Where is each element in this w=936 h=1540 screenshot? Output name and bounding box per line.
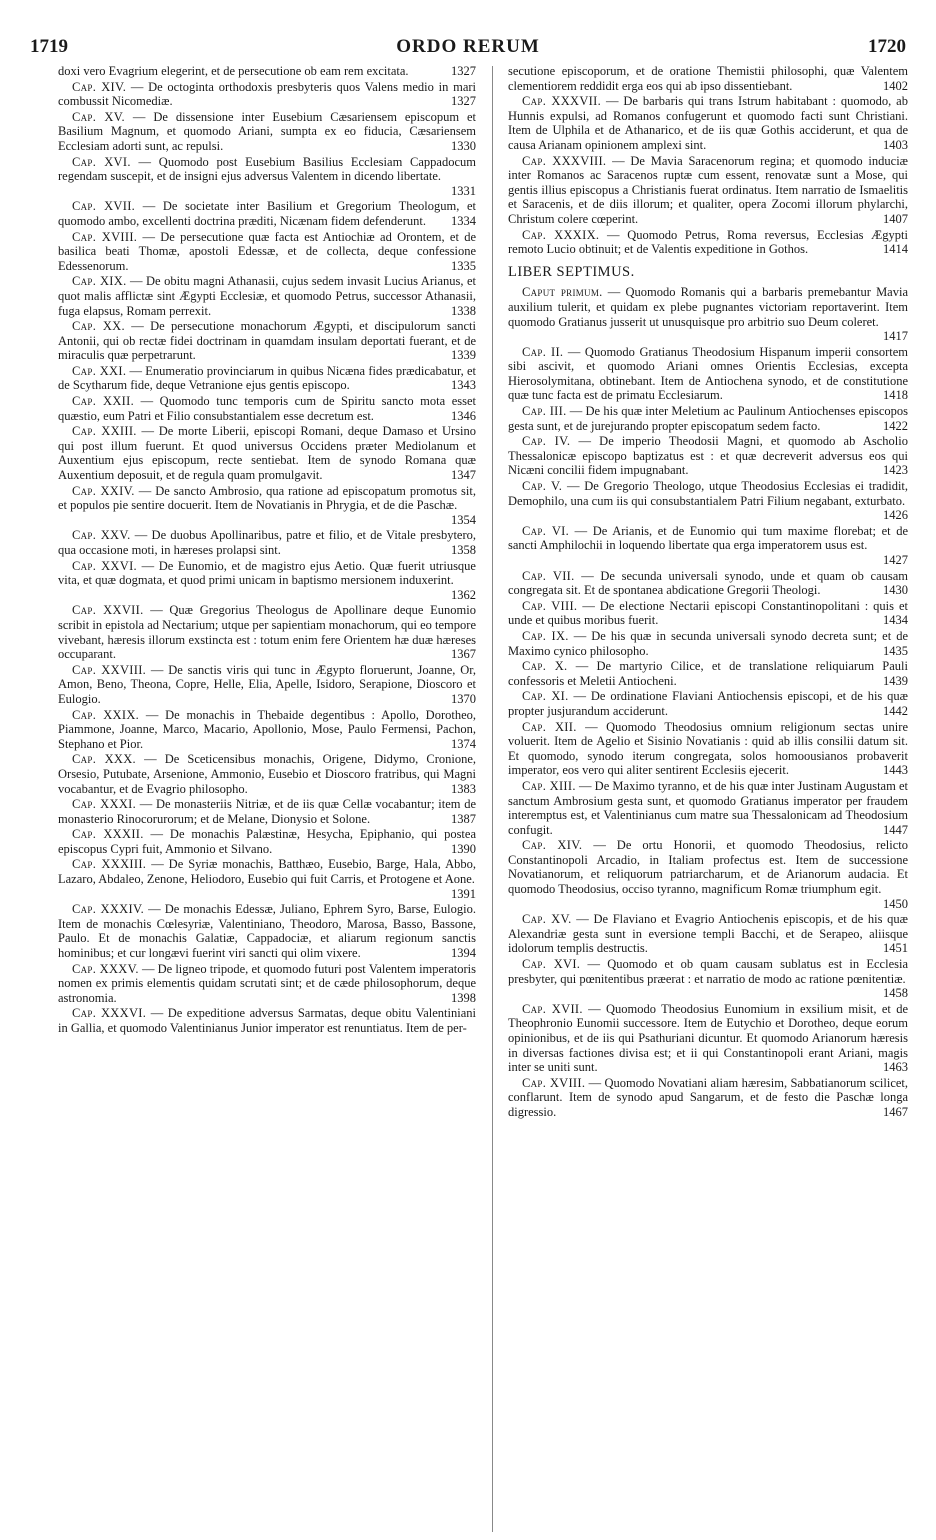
- chapter-summary: secutione episcoporum, et de oratione Themistii philosophi, quæ Valentem clementiorem reddidit erga eos qui ab ipso dissentiebant.: [508, 64, 908, 93]
- toc-entry: [508, 720, 908, 778]
- chapter-summary: — Quomodo Petrus, Roma reversus, Ecclesias Ægypti remoto Lucio obtinuit; et de Valentis expeditione in Gothos.: [508, 227, 908, 257]
- toc-entry: [508, 434, 908, 478]
- chapter-label: Cap. VII.: [522, 568, 575, 583]
- chapter-label: Cap. XI.: [522, 689, 569, 704]
- toc-entry: [508, 599, 908, 628]
- chapter-label: Cap. IV.: [522, 434, 571, 449]
- chapter-summary: — Quomodo Theodosius omnium religionum sectas unire voluerit. Item de Agelio et Sisinio Novatianis : quid ab illis consilii datum sit. Et quomodo, synodo iterum congregata, solos homoousianos probaverit imperator, eos vero qui aliter sentirent Ecclesiis ejecerit.: [508, 719, 908, 778]
- chapter-summary: doxi vero Evagrium elegerint, et de persecutione ob eam rem excitata.: [58, 64, 409, 78]
- page-reference: 1370: [451, 691, 476, 706]
- right-column: [508, 64, 908, 1536]
- chapter-label: Cap. XXIII.: [72, 424, 137, 439]
- chapter-summary: — Quomodo Novatiani aliam hæresim, Sabbatianorum scilicet, conflarunt. Item de synodo apud Sangarum, et de festo die Paschæ longa digressio.: [508, 1075, 908, 1119]
- chapter-label: Cap. XVI.: [522, 957, 581, 972]
- chapter-summary: — De persecutione quæ facta est Antiochiæ ad Orontem, et de basilica beati Thomæ, apostoli Edessæ, et de collecta, deque confessione Edessenorum.: [58, 229, 476, 273]
- page-reference: 1447: [883, 822, 908, 837]
- page-reference: 1339: [451, 348, 476, 363]
- running-title: ORDO RERUM: [396, 36, 540, 57]
- chapter-label: Cap. VI.: [522, 523, 570, 538]
- left-column: [58, 64, 476, 1536]
- toc-entry: [508, 569, 908, 598]
- page-reference: 1327: [451, 94, 476, 109]
- chapter-summary: — De Syriæ monachis, Batthæo, Eusebio, Barge, Hala, Abbo, Lazaro, Abdaleo, Zenone, Heliodoro, Eusebio qui fuit Carris, et Protogene et Aone.: [58, 857, 476, 887]
- chapter-summary: — Quomodo Theodosius Eunomium in exsilium misit, et de Theophronio Eunomii successore. Item de Eutychio et Dorotheo, deque eorum opinionibus, et de iis qui Psathuriani dicuntur. Et quomodo Arianorum hæresis in diversas factiones divisa est; et ii qui Constantinopoli erant Ariani, magis inter se uniti sunt.: [508, 1001, 908, 1075]
- chapter-label: Cap. XXXVIII.: [522, 153, 607, 168]
- page-reference: 1427: [883, 553, 908, 567]
- page-reference: 1394: [451, 946, 476, 961]
- page-reference: 1417: [883, 329, 908, 344]
- chapter-summary: — De duobus Apollinaribus, patre et filio, et de Vitale presbytero, qua occasione moti, in hæreses prolapsi sint.: [58, 528, 476, 557]
- chapter-label: Cap. XXXV.: [72, 961, 139, 976]
- toc-entry: [508, 912, 908, 956]
- page-reference: 1343: [451, 378, 476, 393]
- toc-entry: [508, 524, 908, 568]
- chapter-summary: — De obitu magni Athanasii, cujus sedem invasit Lucius Arianus, et quot malis afflictæ sint Ægypti Ecclesiæ, et quomodo Petrus, successor Athanasii, fuga elapsus, Romam perrexit.: [58, 274, 476, 318]
- chapter-label: Cap. III.: [522, 404, 567, 419]
- chapter-summary: — De electione Nectarii episcopi Constantinopolitani : quis et unde et quibus moribus fuerit.: [508, 598, 908, 628]
- page-reference: 1390: [451, 841, 476, 856]
- chapter-summary: — Enumeratio provinciarum in quibus Nicæna fides prædicabatur, et de Scytharum fide, deque Vetranione ejus gentis episcopo.: [58, 363, 476, 393]
- page-reference: 1362: [451, 587, 476, 602]
- toc-entry: [58, 155, 476, 199]
- page-reference: 1387: [451, 811, 476, 826]
- toc-entry: [58, 274, 476, 318]
- chapter-label: Cap. XIV.: [72, 79, 127, 94]
- chapter-summary: — De octoginta orthodoxis presbyteris quos Valens medio in mari combussit Nicomediæ.: [58, 79, 476, 109]
- chapter-label: Cap. XXXIV.: [72, 902, 145, 917]
- toc-entry: [508, 154, 908, 227]
- right-column-entries-book-seven: [508, 285, 908, 1119]
- chapter-label: Cap. XV.: [522, 912, 572, 927]
- chapter-summary: — De Eunomio, et de magistro ejus Aetio. Quæ fuerit utriusque vita, et quæ dogmata, et quod primi unicam in baptismo mersionem induxerint.: [58, 558, 476, 588]
- page-reference: 1330: [451, 138, 476, 153]
- chapter-label: Cap. XVII.: [72, 199, 136, 214]
- chapter-label: Cap. XVI.: [72, 154, 131, 169]
- toc-entry: [58, 319, 476, 363]
- toc-entry: [508, 779, 908, 837]
- page-reference: 1467: [883, 1104, 908, 1119]
- chapter-label: Cap. XV.: [72, 109, 125, 124]
- chapter-summary: — De secunda universali synodo, unde et quam ob causam congregata sit. Et de spontanea abdicatione Gregorii Theologi.: [508, 568, 908, 598]
- chapter-label: Cap. XIX.: [72, 274, 127, 289]
- toc-entry: [58, 199, 476, 228]
- column-divider: [492, 66, 493, 1532]
- page-reference: 1418: [883, 388, 908, 403]
- page-reference: 1439: [883, 673, 908, 688]
- page-reference: 1354: [451, 512, 476, 527]
- page-reference: 1398: [451, 990, 476, 1005]
- chapter-label: Cap. XXXVII.: [522, 94, 602, 109]
- toc-entry: [508, 1002, 908, 1075]
- toc-entry: [508, 1076, 908, 1120]
- chapter-summary: — Quomodo post Eusebium Basilius Ecclesiam Cappadocum regendam suscepit, et de insigni ejus adversus Valentem in dicendo libertate.: [58, 154, 476, 184]
- toc-entry: [58, 857, 476, 901]
- chapter-label: Cap. VIII.: [522, 598, 578, 613]
- chapter-summary: — Quomodo Gratianus Theodosium Hispanum imperii consortem sibi ascivit, et quomodo Ariani omnes Orientis Ecclesias, excepta Hierosolymitana, obtinebant. Item de Antiochena synodo, et de constitutione quæ tunc facta est de primatu Ecclesiarum.: [508, 344, 908, 403]
- toc-entry: [58, 528, 476, 557]
- page-reference: 1414: [883, 242, 908, 257]
- toc-entry: [508, 345, 908, 403]
- toc-entry: [58, 797, 476, 826]
- page-reference: 1335: [451, 258, 476, 273]
- chapter-label: Cap. XXIV.: [72, 483, 135, 498]
- chapter-summary: — De dissensione inter Eusebium Cæsariensem episcopum et Basilium Magnum, et quomodo Ariani, sumpta ex eo fiducia, Cæsariensem Ecclesiam adorti sunt, ac repulsi.: [58, 109, 476, 153]
- toc-entry: [58, 394, 476, 423]
- chapter-summary: — De sanctis viris qui tunc in Ægypto floruerunt, Joanne, Or, Amon, Beno, Theona, Copre, Helle, Elia, Apelle, Isidoro, Serapione, Dioscoro et Eulogio.: [58, 662, 476, 706]
- toc-entry: [58, 110, 476, 154]
- page-reference: 1407: [883, 211, 908, 226]
- toc-entry: [58, 424, 476, 482]
- page-reference: 1423: [883, 463, 908, 478]
- page-reference: 1334: [451, 213, 476, 228]
- page-reference: 1402: [883, 78, 908, 93]
- chapter-label: Cap. X.: [522, 659, 568, 674]
- page-reference: 1331: [451, 183, 476, 198]
- chapter-label: Cap. XVIII.: [72, 229, 138, 244]
- chapter-summary: — De ligneo tripode, et quomodo futuri post Valentem imperatoris nomen ex primis elementis quidam scrutati sint; et de cæde philosophorum, deque astronomia.: [58, 961, 476, 1005]
- chapter-summary: — De persecutione monachorum Ægypti, et discipulorum sancti Antonii, qui ob rectæ fidei doctrinam in quamdam insulam deportati fuerant, et de miraculis quæ perpetrarunt.: [58, 319, 476, 363]
- page-reference: 1358: [451, 543, 476, 557]
- page-reference: 1430: [883, 583, 908, 598]
- running-header: [30, 36, 906, 62]
- chapter-label: Cap. V.: [522, 479, 563, 494]
- chapter-label: Cap. XXIX.: [72, 707, 140, 722]
- toc-entry: [58, 1006, 476, 1035]
- toc-entry: [58, 962, 476, 1006]
- chapter-summary: — De his quæ inter Meletium ac Paulinum Antiochenses episcopos gesta sunt, et de jurejurando propter episcopatum sedem facto.: [508, 404, 908, 433]
- page-reference: 1374: [451, 736, 476, 751]
- toc-entry: [508, 94, 908, 152]
- toc-entry: [58, 603, 476, 661]
- page-reference: 1442: [883, 703, 908, 718]
- page-reference: 1426: [883, 508, 908, 523]
- chapter-label: Cap. XXXIII.: [72, 857, 147, 872]
- page-reference: 1327: [451, 64, 476, 78]
- page-reference: 1435: [883, 643, 908, 658]
- chapter-label: Caput primum.: [522, 285, 603, 300]
- chapter-summary: — De sancto Ambrosio, qua ratione ad episcopatum promotus sit, et populos pie sentire docuerit. Item de Novatianis in Phrygia, et de die Paschæ.: [58, 483, 476, 513]
- toc-entry: [508, 285, 908, 343]
- toc-entry: [58, 484, 476, 528]
- page-reference: 1450: [883, 896, 908, 911]
- chapter-summary: — De Arianis, et de Eunomio qui tum maxime florebat; et de sancti Amphilochii in loquendo libertate qua erga imperatorem usus est.: [508, 523, 908, 553]
- chapter-summary: — De imperio Theodosii Magni, et quomodo ab Ascholio Thessalonicæ episcopo baptizatus est : et quæ decreverit adversus eos qui Nicæni concilii fidem impugnabant.: [508, 434, 908, 478]
- chapter-summary: — De his quæ in secunda universali synodo decreta sunt; et de Maximo cynico philosopho.: [508, 628, 908, 658]
- page-number-left: 1719: [30, 36, 68, 57]
- page-reference: 1463: [883, 1060, 908, 1075]
- book-heading: LIBER SEPTIMUS.: [508, 263, 635, 280]
- chapter-label: Cap. XIII.: [522, 778, 576, 793]
- chapter-label: Cap. XXII.: [72, 394, 135, 409]
- page-reference: 1443: [883, 763, 908, 778]
- toc-entry: [58, 902, 476, 960]
- toc-entry: [58, 708, 476, 752]
- chapter-summary: — De Sceticensibus monachis, Origene, Didymo, Cronione, Orsesio, Putubate, Arsenione, Ammonio, Eusebio et Dioscoro fratribus, qui Magni vocabantur, et de Evagrio philosopho.: [58, 752, 476, 796]
- toc-entry: [508, 659, 908, 688]
- chapter-label: Cap. XXXI.: [72, 797, 137, 812]
- chapter-summary: — Quomodo Romanis qui a barbaris premebantur Mavia auxilium tulerit, et quidam ex plebe pugnantes victoriam reportaverint. Item quomodo Gratianus jusserit ut unusquisque pro arbitrio suo Deum coleret.: [508, 285, 908, 329]
- chapter-label: Cap. XIV.: [522, 838, 583, 853]
- page-reference: 1391: [451, 886, 476, 901]
- chapter-label: Cap. XX.: [72, 319, 125, 334]
- toc-entry: [58, 559, 476, 603]
- toc-entry: [508, 957, 908, 1001]
- toc-entry: [58, 230, 476, 274]
- chapter-summary: — De morte Liberii, episcopi Romani, deque Damaso et Ursino qui post illum fuerunt. Et quod universus Occidens præter Mediolanum et Auxentium ejus episcopum, recte sentiebat. Item de synodo Romana quæ Auxentium deposuit, et de regula quam promulgavit.: [58, 424, 476, 483]
- toc-entry: [508, 479, 908, 523]
- chapter-label: Cap. XXVII.: [72, 603, 144, 618]
- toc-entry: [508, 228, 908, 257]
- chapter-summary: — De barbaris qui trans Istrum habitabant : quomodo, ab Hunnis expulsi, ad Romanos confugerunt et quomodo facti sunt Christiani. Item de Ulphila et de Athanarico, et de iis quæ Gothis acciderunt, et qua de causa Arianam opinionem amplexi sint.: [508, 94, 908, 152]
- chapter-summary: — De monachis Edessæ, Juliano, Ephrem Syro, Barse, Eulogio. Item de monachis Cœlesyriæ, Valentiniano, Theodoro, Marosa, Basso, Bassone, Paulo. Et de monachis Galatiæ, Cappadociæ, et aliarum regionum sanctis hominibus; et cur longævi fuerint viri sancti qui olim vixere.: [58, 902, 476, 961]
- toc-entry: [508, 629, 908, 658]
- page-reference: 1451: [883, 941, 908, 956]
- chapter-summary: — De monachis Palæstinæ, Hesycha, Epiphanio, qui postea episcopus Cypri fuit, Ammonio et Silvano.: [58, 827, 476, 856]
- chapter-summary: — De expeditione adversus Sarmatas, deque obitu Valentiniani in Gallia, et quomodo Valentinianus Junior imperator est renuntiatus. Item de per-: [58, 1006, 476, 1035]
- toc-entry: [58, 752, 476, 796]
- toc-entry: [58, 827, 476, 856]
- chapter-summary: — De ordinatione Flaviani Antiochensis episcopi, et de his quæ propter jusjurandum acciderunt.: [508, 689, 908, 718]
- toc-entry: [58, 663, 476, 707]
- chapter-summary: — De martyrio Cilice, et de translatione reliquiarum Pauli confessoris et Meletii Antiocheni.: [508, 659, 908, 688]
- toc-entry: [58, 80, 476, 109]
- chapter-summary: — De societate inter Basilium et Gregorium Theologum, et quomodo ambo, excellenti doctrina præditi, Nicænam fidem defenderunt.: [58, 199, 476, 228]
- page-reference: 1347: [451, 468, 476, 483]
- chapter-summary: — Quæ Gregorius Theologus de Apollinare deque Eunomio scribit in epistola ad Nectarium; utque per sapientiam monachorum, qui eo tempore vivebant, hæresis illorum exstincta est : totum enim fere Orientem hæ duæ hæreses occuparant.: [58, 603, 476, 662]
- page-reference: 1403: [883, 137, 908, 152]
- chapter-summary: — De monachis in Thebaide degentibus : Apollo, Dorotheo, Piammone, Joanne, Marco, Macario, Apollonio, Mose, Paulo Fermensi, Pachon, Stephano et Pior.: [58, 707, 476, 751]
- toc-entry: [508, 689, 908, 718]
- chapter-summary: — De Gregorio Theologo, utque Theodosius Ecclesias ei tradidit, Demophilo, una cum iis qui consubstantialem Patri Filium negabant, exturbato.: [508, 479, 908, 508]
- chapter-summary: — De ortu Honorii, et quomodo Theodosius, relicto Constantinopoli Arcadio, in Italiam profectus est. Item de successione Novatianorum, et reliquorum patriarcharum, et de Arianorum audacia. Et quomodo Theodosius, occiso tyranno, magnificum Romæ triumphum egit.: [508, 838, 908, 897]
- chapter-label: Cap. II.: [522, 344, 564, 359]
- chapter-label: Cap. XXXVI.: [72, 1006, 147, 1021]
- page-reference: 1422: [883, 418, 908, 433]
- toc-entry: [58, 64, 476, 79]
- page-reference: 1338: [451, 303, 476, 318]
- page-number-right: 1720: [868, 36, 906, 57]
- toc-entry: [508, 838, 908, 911]
- toc-entry: [508, 404, 908, 433]
- chapter-summary: — De Flaviano et Evagrio Antiochenis episcopis, et de his quæ Alexandriæ gesta sunt in eversione templi Bacchi, et de Serapeo, aliisque idolorum templis destructis.: [508, 912, 908, 956]
- page-reference: 1434: [883, 613, 908, 628]
- chapter-summary: — De Maximo tyranno, et de his quæ inter Justinam Augustam et sanctum Ambrosium gesta sunt, et quomodo Gratianus imperator per fraudem interemptus est, et Valentinianus cum matre sua Thessalonicam ad Theodosium confugit.: [508, 778, 908, 837]
- chapter-label: Cap. XVIII.: [522, 1075, 586, 1090]
- page-reference: 1383: [451, 781, 476, 796]
- page-reference: 1346: [451, 408, 476, 423]
- chapter-label: Cap. XXXIX.: [522, 227, 600, 242]
- chapter-summary: — Quomodo tunc temporis cum de Spiritu sancto mota esset quæstio, eum Patri et Filio consubstantialem esse decretum est.: [58, 394, 476, 423]
- chapter-summary: — De monasteriis Nitriæ, et de iis quæ Cellæ vocabantur; item de monasterio Rinocorurorum; et de Melane, Dionysio et Solone.: [58, 797, 476, 826]
- chapter-label: Cap. XXVI.: [72, 558, 137, 573]
- toc-entry: [508, 64, 908, 93]
- chapter-label: Cap. XXVIII.: [72, 662, 147, 677]
- page-reference: 1458: [883, 986, 908, 1001]
- toc-entry: [58, 364, 476, 393]
- chapter-summary: — Quomodo et ob quam causam sublatus est in Ecclesia presbyter, qui pœnitentibus præerat : et narratio de modo ac ratione pœnitentiæ.: [508, 957, 908, 986]
- chapter-label: Cap. XVII.: [522, 1001, 583, 1016]
- right-column-entries-book-six: [508, 64, 908, 257]
- chapter-label: Cap. IX.: [522, 628, 569, 643]
- chapter-summary: — De Mavia Saracenorum regina; et quomodo induciæ inter Romanos ac Saracenos ruptæ cum essent, renovatæ sunt a Mose, qui gentis illius episcopus a Christianis fuerat ordinatus. Item narratio de Ismaelitis et Saracenis, et de diis illorum; et qualiter, opera Zocomi illorum phylarchi, Christum colere cœperint.: [508, 153, 908, 226]
- chapter-label: Cap. XXXII.: [72, 827, 144, 842]
- chapter-label: Cap. XXI.: [72, 363, 127, 378]
- page-reference: 1367: [451, 647, 476, 662]
- chapter-label: Cap. XII.: [522, 719, 577, 734]
- chapter-label: Cap. XXX.: [72, 752, 136, 767]
- chapter-label: Cap. XXV.: [72, 528, 131, 543]
